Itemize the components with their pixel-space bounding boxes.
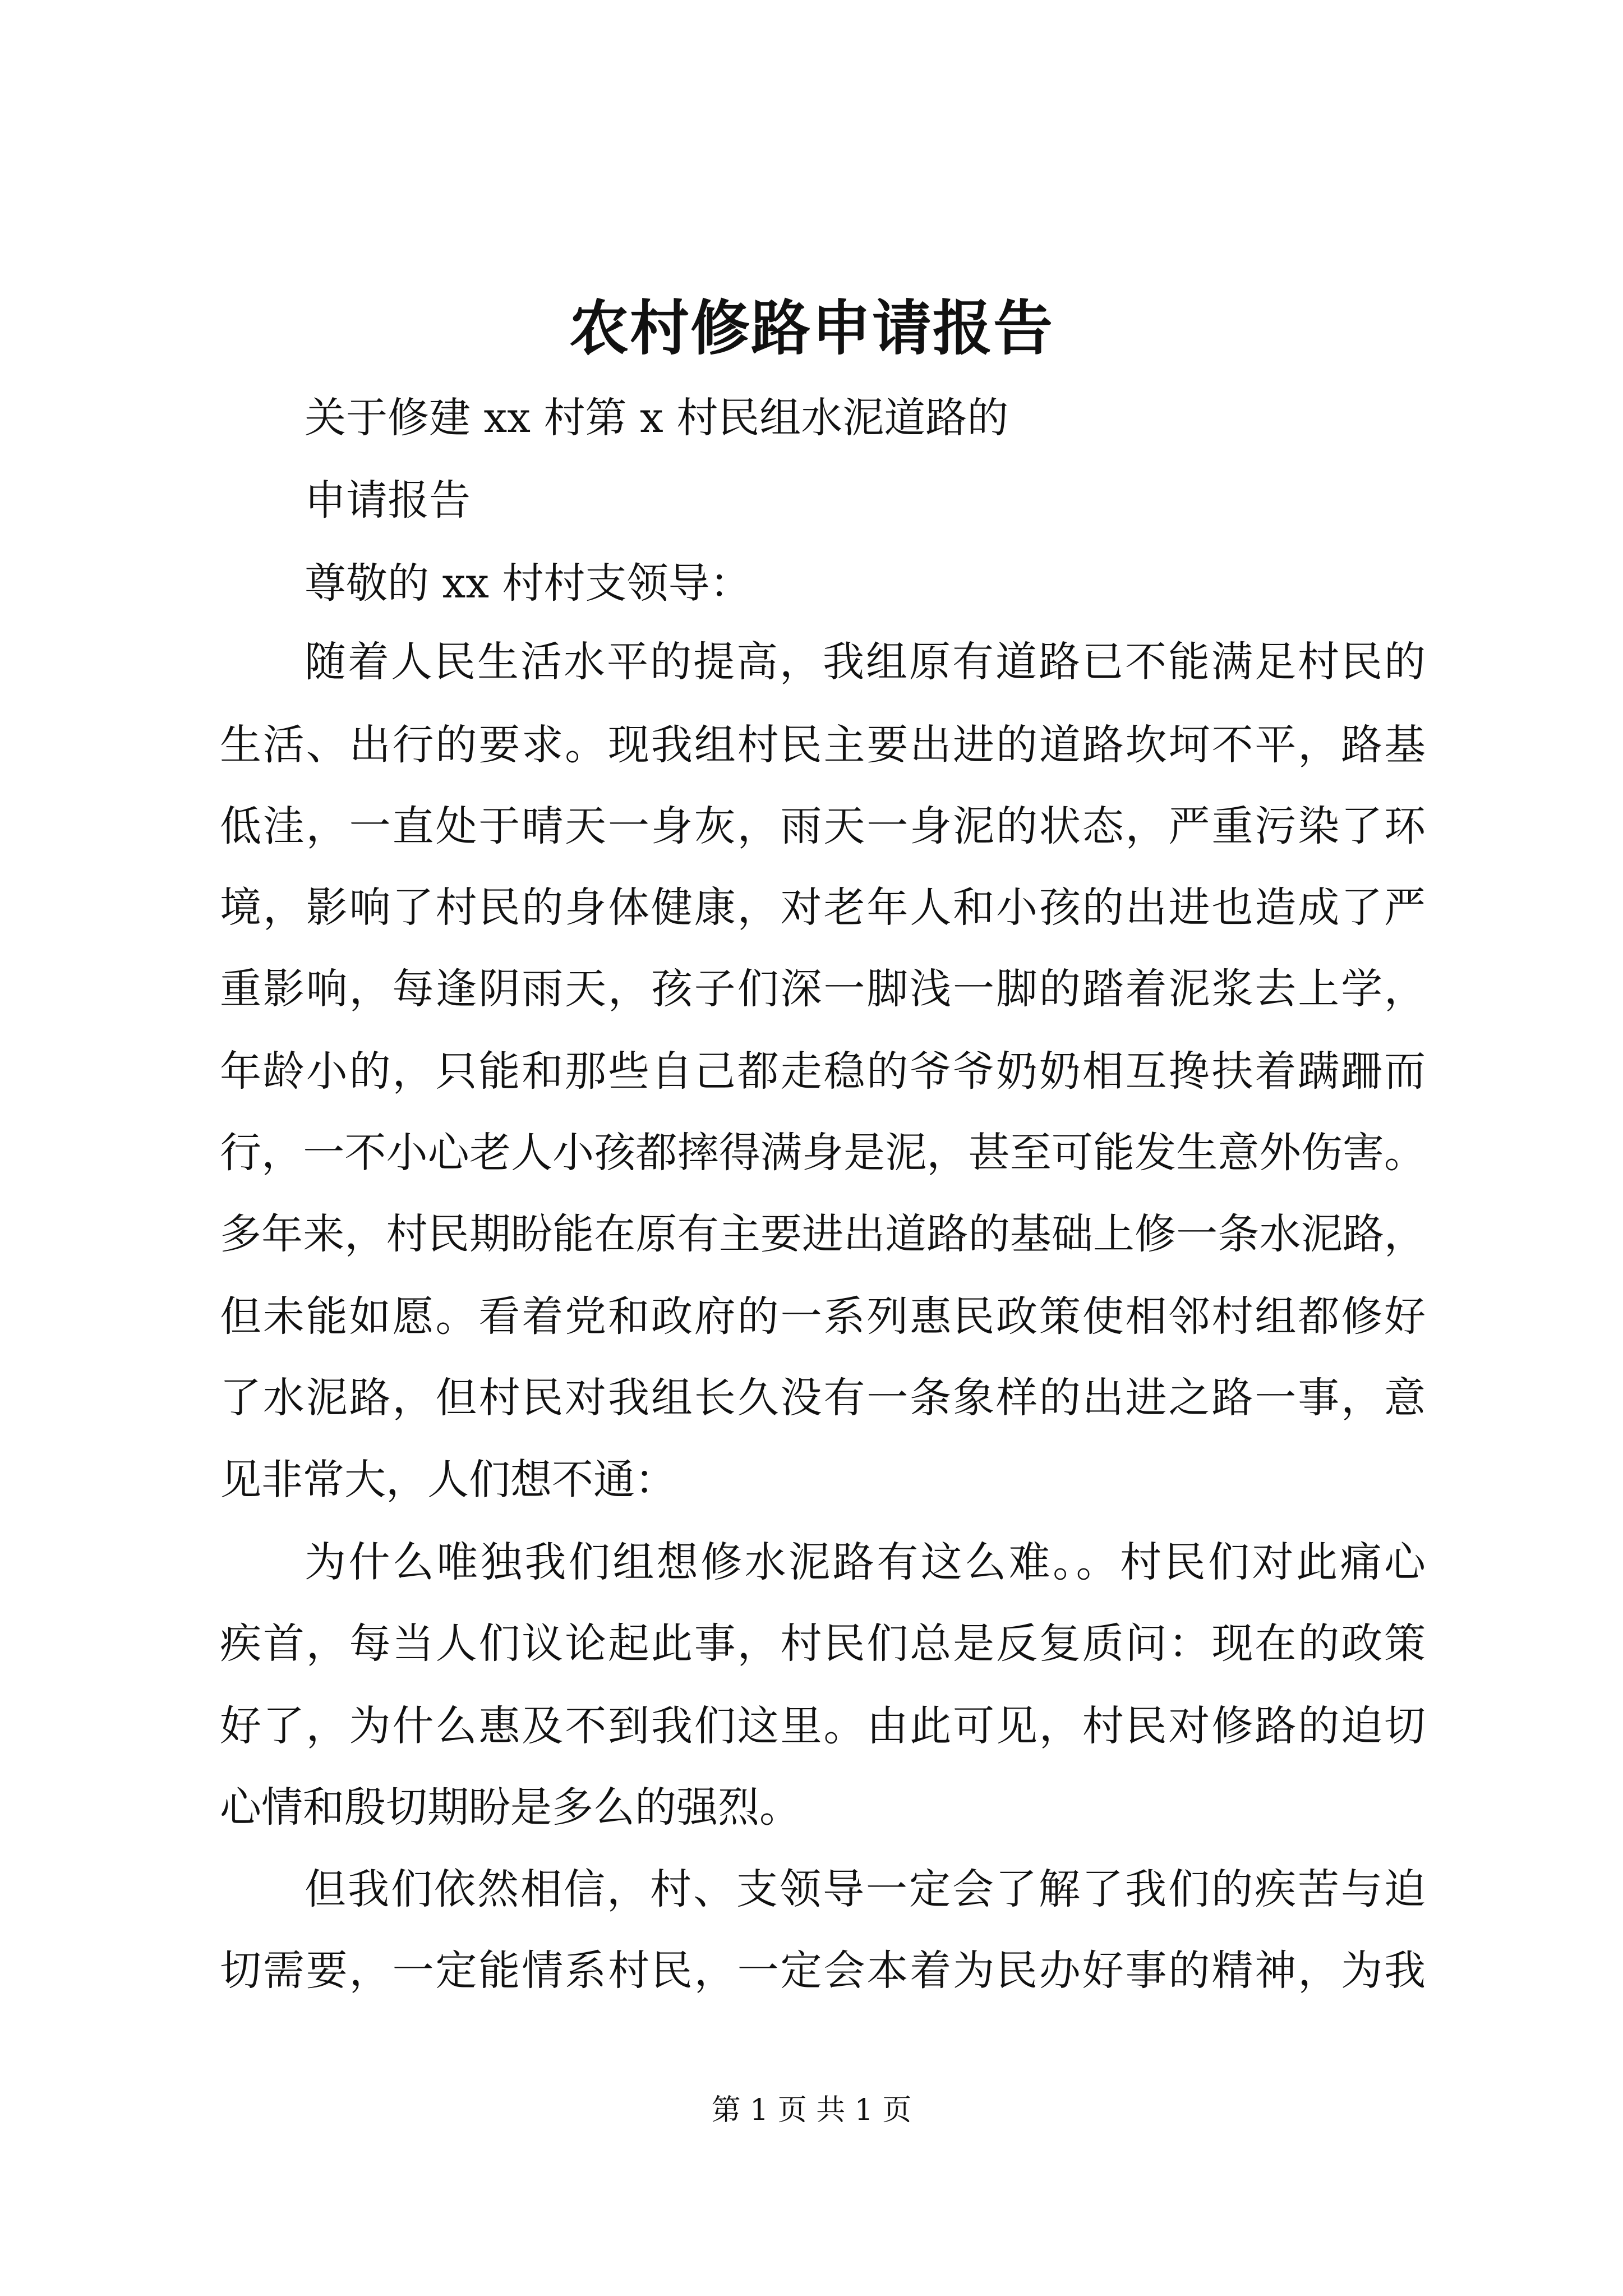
body-line: 重影响，每逢阴雨天，孩子们深一脚浅一脚的踏着泥浆去上学， (220, 965, 1426, 1013)
body-line: 但我们依然相信，村、支领导一定会了解了我们的疾苦与迫 (305, 1865, 1426, 1913)
heading-line-2: 申请报告 (305, 476, 471, 524)
body-line: 见非常大，人们想不通： (220, 1456, 676, 1504)
body-line: 生活、出行的要求。现我组村民主要出进的道路坎坷不平，路基 (220, 721, 1426, 769)
body-line: 多年来，村民期盼能在原有主要进出道路的基础上修一条水泥路， (220, 1210, 1426, 1258)
body-line: 疾首，每当人们议论起此事，村民们总是反复质问：现在的政策 (220, 1619, 1426, 1668)
body-line: 切需要，一定能情系村民，一定会本着为民办好事的精神，为我 (220, 1947, 1426, 1995)
salutation: 尊敬的 xx 村村支领导： (305, 559, 751, 608)
body-line: 低洼，一直处于晴天一身灰，雨天一身泥的状态，严重污染了环 (220, 802, 1426, 850)
page-footer: 第 1 页 共 1 页 (711, 2093, 912, 2127)
body-line: 了水泥路，但村民对我组长久没有一条象样的出进之路一事，意 (220, 1374, 1426, 1422)
body-line: 随着人民生活水平的提高，我组原有道路已不能满足村民的 (305, 638, 1426, 686)
body-line: 好了，为什么惠及不到我们这里。由此可见，村民对修路的迫切 (220, 1702, 1426, 1750)
body-line: 但未能如愿。看着党和政府的一系列惠民政策使相邻村组都修好 (220, 1292, 1426, 1341)
body-line: 行，一不小心老人小孩都摔得满身是泥，甚至可能发生意外伤害。 (220, 1129, 1426, 1177)
body-line: 年龄小的，只能和那些自己都走稳的爷爷奶奶相互搀扶着蹒跚而 (220, 1047, 1426, 1096)
body-line: 为什么唯独我们组想修水泥路有这么难。。村民们对此痛心 (305, 1538, 1426, 1586)
body-line: 心情和殷切期盼是多么的强烈。 (220, 1783, 801, 1832)
document-title: 农村修路申请报告 (569, 293, 1054, 363)
heading-line-1: 关于修建 xx 村第 x 村民组水泥道路的 (305, 394, 1009, 442)
body-line: 境，影响了村民的身体健康，对老年人和小孩的出进也造成了严 (220, 884, 1426, 932)
